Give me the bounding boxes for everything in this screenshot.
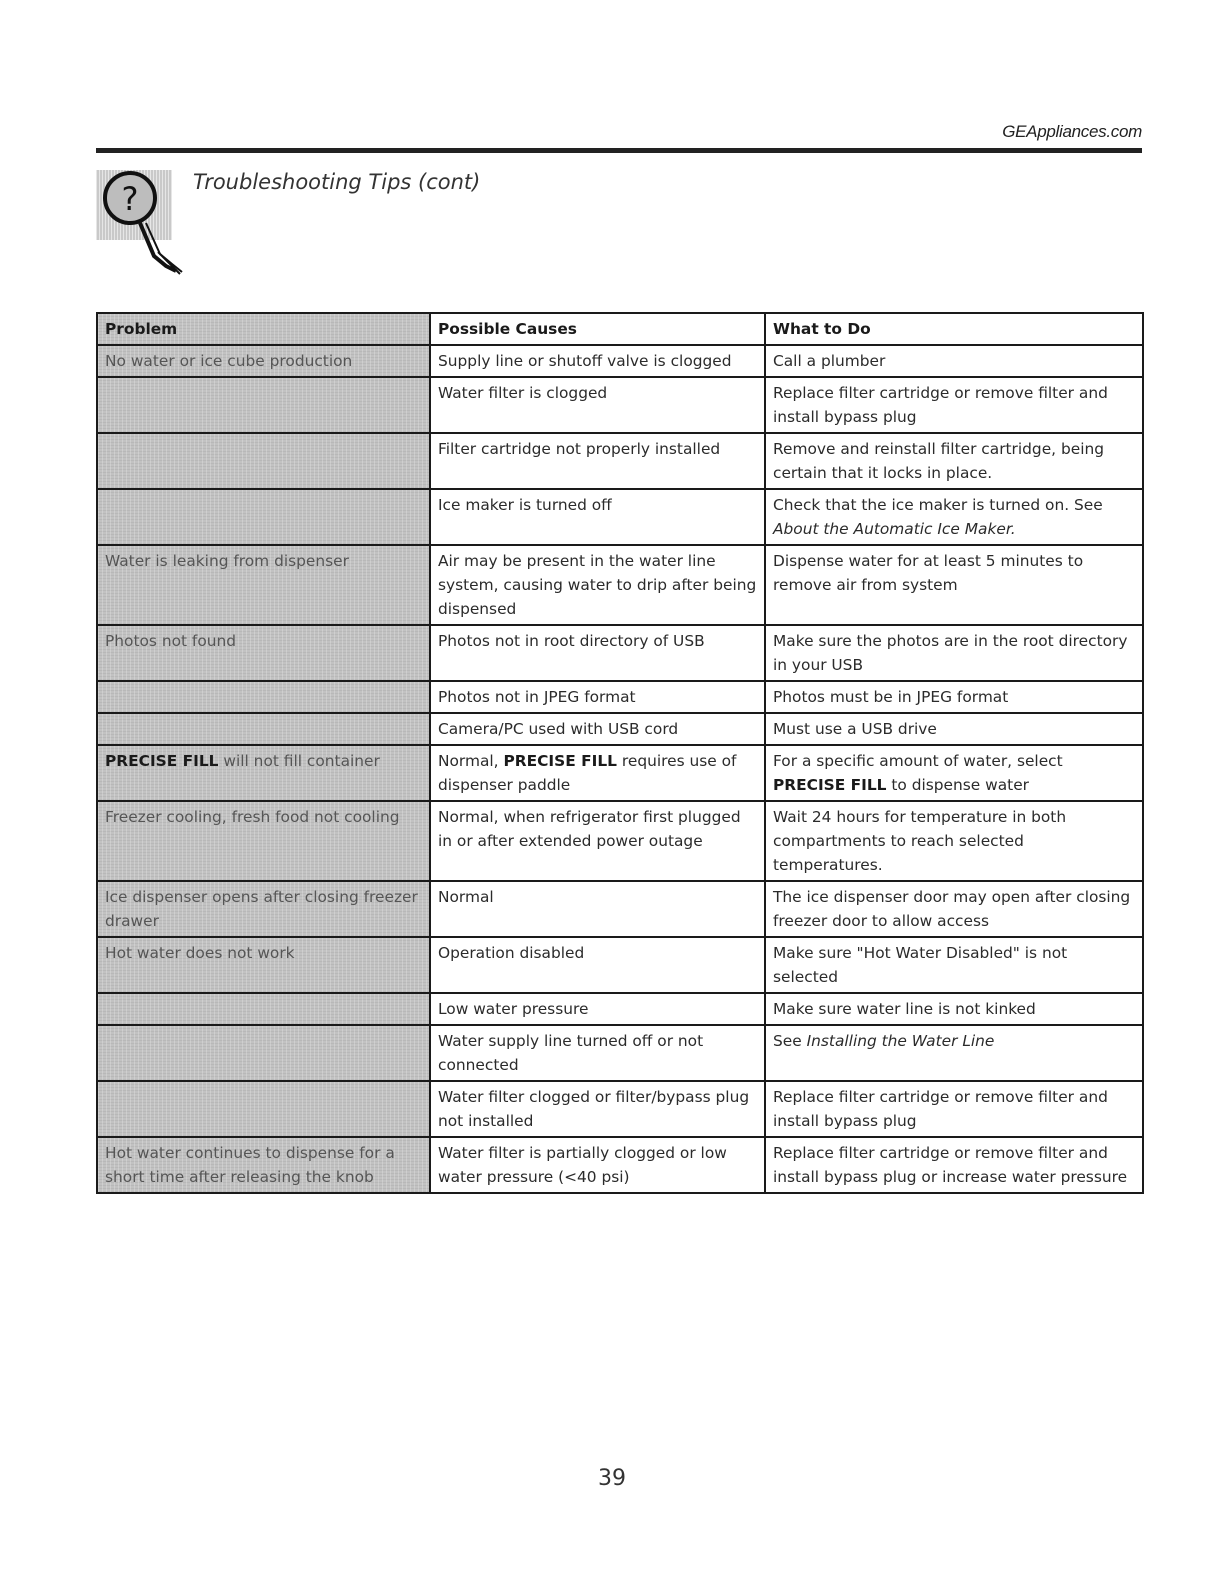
table-row — [97, 1025, 1143, 1081]
problem-cell-continued — [97, 713, 430, 745]
table-row — [97, 1137, 1143, 1193]
todo-cell: Replace filter cartridge or remove filter and install bypass plug — [765, 377, 1143, 433]
problem-cell — [97, 745, 430, 801]
table-row — [97, 545, 1143, 625]
cause-cell — [430, 745, 765, 801]
feature-name: PRECISE FILL — [773, 776, 887, 794]
todo-text: to dispense water — [886, 776, 1030, 794]
cause-cell: Photos not in JPEG format — [430, 681, 765, 713]
todo-cell: The ice dispenser door may open after closing freezer door to allow access — [765, 881, 1143, 937]
todo-reference: About the Automatic Ice Maker. — [773, 520, 1016, 538]
todo-text-pre: For a specific amount of water, select — [773, 752, 1063, 770]
table-row — [97, 345, 1143, 377]
svg-text:?: ? — [121, 180, 139, 218]
problem-cell-continued — [97, 1025, 430, 1081]
cause-cell: Normal — [430, 881, 765, 937]
problem-cell: No water or ice cube production — [97, 345, 430, 377]
table-row — [97, 993, 1143, 1025]
cause-cell: Filter cartridge not properly installed — [430, 433, 765, 489]
table-row — [97, 713, 1143, 745]
problem-cell: Hot water continues to dispense for a short time after releasing the knob — [97, 1137, 430, 1193]
cause-cell: Ice maker is turned off — [430, 489, 765, 545]
cause-text: requires use of dispenser paddle — [438, 752, 737, 794]
todo-cell: Dispense water for at least 5 minutes to remove air from system — [765, 545, 1143, 625]
todo-reference: Installing the Water Line — [806, 1032, 995, 1050]
table-row — [97, 377, 1143, 433]
todo-cell — [765, 1025, 1143, 1081]
todo-cell: Photos must be in JPEG format — [765, 681, 1143, 713]
cause-cell: Water supply line turned off or not connected — [430, 1025, 765, 1081]
todo-text: See — [773, 1032, 802, 1050]
cause-cell: Low water pressure — [430, 993, 765, 1025]
cause-cell: Water filter is partially clogged or low water pressure (<40 psi) — [430, 1137, 765, 1193]
feature-name: PRECISE FILL — [105, 752, 219, 770]
problem-cell-continued — [97, 1081, 430, 1137]
problem-cell: Photos not found — [97, 625, 430, 681]
problem-cell: Freezer cooling, fresh food not cooling — [97, 801, 430, 881]
cause-cell: Water filter is clogged — [430, 377, 765, 433]
todo-cell — [765, 489, 1143, 545]
todo-cell: Make sure the photos are in the root directory in your USB — [765, 625, 1143, 681]
question-magnifier-icon — [96, 168, 196, 278]
header-todo: What to Do — [765, 313, 1143, 345]
todo-cell — [765, 745, 1143, 801]
table-row — [97, 937, 1143, 993]
problem-cell: Hot water does not work — [97, 937, 430, 993]
feature-name: PRECISE FILL — [503, 752, 617, 770]
cause-cell: Operation disabled — [430, 937, 765, 993]
problem-cell-continued — [97, 433, 430, 489]
problem-cell-continued — [97, 993, 430, 1025]
header-problem: Problem — [97, 313, 430, 345]
table-row — [97, 625, 1143, 681]
cause-cell: Photos not in root directory of USB — [430, 625, 765, 681]
todo-cell: Make sure water line is not kinked — [765, 993, 1143, 1025]
troubleshooting-table — [96, 312, 1144, 1194]
problem-cell-continued — [97, 681, 430, 713]
problem-cell-continued — [97, 489, 430, 545]
page-number: 39 — [598, 1466, 626, 1491]
todo-text: Check that the ice maker is turned on. See — [773, 496, 1103, 514]
todo-cell: Replace filter cartridge or remove filter and install bypass plug or increase water pressure — [765, 1137, 1143, 1193]
problem-cell: Water is leaking from dispenser — [97, 545, 430, 625]
todo-cell: Make sure "Hot Water Disabled" is not selected — [765, 937, 1143, 993]
header-rule — [96, 148, 1142, 153]
header-causes: Possible Causes — [430, 313, 765, 345]
cause-cell: Camera/PC used with USB cord — [430, 713, 765, 745]
problem-cell: Ice dispenser opens after closing freezer drawer — [97, 881, 430, 937]
table-header-row — [97, 313, 1143, 345]
cause-text-pre: Normal, — [438, 752, 504, 770]
section-title: Troubleshooting Tips (cont) — [193, 170, 481, 194]
table-row — [97, 433, 1143, 489]
cause-cell: Water filter clogged or filter/bypass plug not installed — [430, 1081, 765, 1137]
table-row — [97, 1081, 1143, 1137]
table-row — [97, 681, 1143, 713]
todo-cell: Replace filter cartridge or remove filter and install bypass plug — [765, 1081, 1143, 1137]
todo-cell: Must use a USB drive — [765, 713, 1143, 745]
todo-cell: Call a plumber — [765, 345, 1143, 377]
table-row — [97, 881, 1143, 937]
table-row — [97, 745, 1143, 801]
table-row — [97, 489, 1143, 545]
problem-cell-continued — [97, 377, 430, 433]
table-row — [97, 801, 1143, 881]
site-url: GEAppliances.com — [1002, 122, 1142, 141]
cause-cell: Supply line or shutoff valve is clogged — [430, 345, 765, 377]
problem-text: will not fill container — [218, 752, 380, 770]
cause-cell: Normal, when refrigerator first plugged in or after extended power outage — [430, 801, 765, 881]
todo-cell: Wait 24 hours for temperature in both compartments to reach selected temperatures. — [765, 801, 1143, 881]
cause-cell: Air may be present in the water line system, causing water to drip after being dispensed — [430, 545, 765, 625]
todo-cell: Remove and reinstall filter cartridge, being certain that it locks in place. — [765, 433, 1143, 489]
